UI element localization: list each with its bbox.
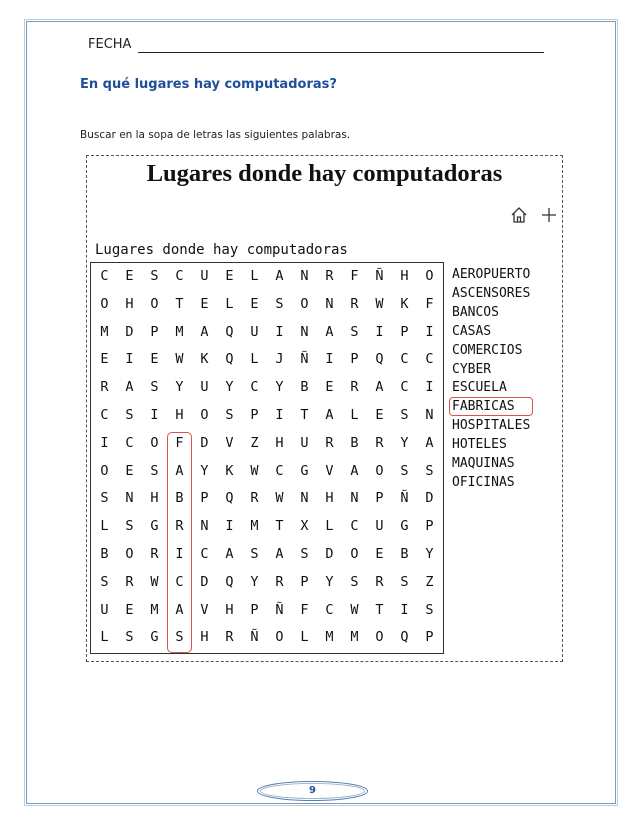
grid-letter[interactable]: H: [400, 268, 409, 284]
grid-letter[interactable]: O: [300, 295, 309, 312]
grid-letter[interactable]: C: [175, 268, 184, 284]
grid-letter[interactable]: I: [400, 601, 409, 618]
grid-letter[interactable]: J: [275, 351, 284, 368]
grid-letter[interactable]: R: [275, 573, 284, 590]
grid-letter[interactable]: R: [225, 629, 234, 646]
grid-letter[interactable]: C: [425, 351, 434, 368]
grid-letter[interactable]: H: [225, 601, 234, 618]
grid-letter[interactable]: P: [425, 518, 434, 535]
grid-letter[interactable]: S: [275, 295, 284, 312]
grid-letter[interactable]: C: [275, 462, 284, 479]
grid-letter[interactable]: Q: [225, 573, 234, 590]
grid-letter[interactable]: O: [375, 462, 384, 479]
grid-letter[interactable]: C: [200, 546, 209, 562]
grid-letter[interactable]: Q: [225, 351, 234, 368]
grid-letter[interactable]: Z: [425, 573, 434, 590]
grid-letter[interactable]: P: [300, 573, 309, 590]
grid-letter[interactable]: L: [350, 407, 359, 423]
grid-letter[interactable]: R: [350, 379, 359, 396]
grid-letter[interactable]: I: [275, 323, 284, 340]
grid-letter[interactable]: W: [275, 490, 284, 507]
grid-letter[interactable]: X: [300, 518, 309, 535]
grid-letter[interactable]: W: [350, 601, 359, 618]
grid-letter[interactable]: C: [400, 379, 409, 396]
page-number-badge: [255, 780, 370, 802]
word-search-panel: [86, 155, 563, 662]
grid-letter[interactable]: A: [225, 546, 234, 562]
grid-letter[interactable]: T: [375, 601, 384, 618]
grid-letter[interactable]: V: [325, 462, 334, 479]
grid-letter[interactable]: N: [300, 268, 309, 284]
grid-letter[interactable]: C: [125, 434, 134, 451]
grid-letter[interactable]: M: [100, 323, 109, 340]
word-list-item: ESCUELA: [452, 380, 507, 396]
grid-letter[interactable]: H: [275, 434, 284, 451]
grid-letter[interactable]: D: [200, 573, 209, 590]
grid-letter[interactable]: L: [250, 268, 259, 284]
grid-letter[interactable]: B: [100, 546, 109, 562]
grid-letter[interactable]: H: [325, 490, 334, 507]
grid-letter[interactable]: C: [400, 351, 409, 368]
grid-letter[interactable]: F: [300, 601, 309, 618]
grid-letter[interactable]: M: [175, 323, 184, 340]
grid-letter[interactable]: S: [350, 323, 359, 340]
grid-letter[interactable]: Y: [250, 573, 259, 590]
letter-grid: [90, 262, 444, 654]
grid-letter[interactable]: Q: [225, 323, 234, 340]
grid-letter[interactable]: E: [225, 268, 234, 284]
word-list-item: AEROPUERTO: [452, 267, 531, 282]
grid-letter[interactable]: S: [250, 546, 259, 562]
grid-letter[interactable]: H: [150, 490, 159, 507]
grid-letter[interactable]: E: [150, 351, 159, 368]
grid-letter[interactable]: R: [125, 573, 134, 590]
grid-letter[interactable]: O: [275, 629, 284, 646]
word-list-item: HOTELES: [452, 437, 507, 453]
grid-letter[interactable]: C: [100, 407, 109, 423]
grid-letter[interactable]: S: [100, 490, 109, 507]
grid-letter[interactable]: G: [400, 518, 409, 535]
grid-letter[interactable]: N: [350, 490, 359, 507]
grid-letter[interactable]: F: [425, 295, 434, 312]
grid-letter[interactable]: C: [350, 518, 359, 535]
grid-letter[interactable]: S: [400, 407, 409, 423]
grid-letter[interactable]: L: [300, 629, 309, 646]
grid-letter[interactable]: O: [425, 268, 434, 284]
grid-letter[interactable]: N: [325, 295, 334, 312]
grid-letter[interactable]: B: [400, 546, 409, 562]
grid-letter[interactable]: R: [325, 434, 334, 451]
grid-letter[interactable]: S: [225, 407, 234, 423]
grid-letter[interactable]: I: [125, 351, 134, 368]
grid-letter[interactable]: K: [200, 351, 209, 368]
grid-letter[interactable]: H: [200, 629, 209, 646]
grid-letter[interactable]: S: [150, 462, 159, 479]
grid-letter[interactable]: Y: [225, 379, 234, 396]
grid-letter[interactable]: Y: [175, 379, 184, 396]
grid-letter[interactable]: Q: [400, 629, 409, 646]
puzzle-toolbar: [510, 206, 558, 224]
grid-letter[interactable]: A: [125, 379, 134, 396]
grid-letter[interactable]: H: [175, 407, 184, 423]
grid-letter[interactable]: P: [350, 351, 359, 368]
grid-letter[interactable]: S: [300, 546, 309, 562]
grid-letter[interactable]: M: [250, 518, 259, 535]
grid-letter[interactable]: R: [375, 573, 384, 590]
grid-letter[interactable]: Ñ: [400, 490, 409, 507]
grid-letter[interactable]: O: [100, 295, 109, 312]
home-icon[interactable]: [510, 206, 528, 224]
grid-letter[interactable]: C: [100, 268, 109, 284]
grid-letter[interactable]: R: [100, 379, 109, 396]
instruction-text: Buscar en la sopa de letras las siguientes palabras.: [80, 129, 351, 141]
grid-letter[interactable]: O: [150, 295, 159, 312]
puzzle-subtitle: Lugares donde hay computadoras: [95, 242, 348, 258]
grid-letter[interactable]: P: [375, 490, 384, 507]
grid-letter[interactable]: I: [175, 546, 184, 562]
grid-letter[interactable]: U: [100, 601, 109, 618]
grid-letter[interactable]: Y: [275, 379, 284, 396]
found-word-highlight: [449, 397, 533, 416]
grid-letter[interactable]: D: [125, 323, 134, 340]
grid-letter[interactable]: E: [125, 601, 134, 618]
plus-icon[interactable]: [540, 206, 558, 224]
grid-letter[interactable]: V: [225, 434, 234, 451]
grid-letter[interactable]: S: [150, 268, 159, 284]
grid-letter[interactable]: O: [350, 546, 359, 562]
grid-letter[interactable]: U: [250, 323, 259, 340]
grid-letter[interactable]: M: [325, 629, 334, 646]
grid-letter[interactable]: D: [425, 490, 434, 507]
grid-letter[interactable]: Ñ: [250, 629, 259, 646]
page-number: 9: [309, 785, 316, 796]
grid-letter[interactable]: T: [275, 518, 284, 535]
grid-letter[interactable]: B: [300, 379, 309, 396]
grid-letter[interactable]: G: [150, 518, 159, 535]
grid-letter[interactable]: E: [100, 351, 109, 368]
word-list-item: OFICINAS: [452, 474, 515, 490]
grid-letter[interactable]: B: [175, 490, 184, 507]
grid-letter[interactable]: A: [175, 462, 184, 479]
word-list-item: MAQUINAS: [452, 456, 515, 471]
grid-letter[interactable]: E: [125, 462, 134, 479]
grid-letter[interactable]: L: [325, 518, 334, 535]
grid-letter[interactable]: K: [400, 295, 409, 312]
word-list-item: ASCENSORES: [452, 285, 531, 301]
grid-letter[interactable]: N: [125, 490, 134, 507]
grid-letter[interactable]: A: [350, 462, 359, 479]
grid-letter[interactable]: U: [200, 268, 209, 284]
grid-letter[interactable]: S: [125, 407, 134, 423]
grid-letter[interactable]: A: [200, 323, 209, 340]
grid-letter[interactable]: S: [400, 573, 409, 590]
grid-letter[interactable]: E: [200, 295, 209, 312]
grid-letter[interactable]: I: [275, 407, 284, 423]
grid-letter[interactable]: I: [375, 323, 384, 340]
grid-letter[interactable]: W: [150, 573, 159, 590]
grid-letter[interactable]: A: [325, 407, 334, 423]
grid-letter[interactable]: O: [150, 434, 159, 451]
grid-letter[interactable]: K: [225, 462, 234, 479]
grid-letter[interactable]: D: [200, 434, 209, 451]
grid-letter[interactable]: F: [350, 268, 359, 284]
grid-letter[interactable]: W: [375, 295, 384, 312]
grid-letter[interactable]: S: [100, 573, 109, 590]
grid-letter[interactable]: Q: [375, 351, 384, 368]
grid-letter[interactable]: N: [300, 323, 309, 340]
grid-letter[interactable]: S: [125, 629, 134, 646]
grid-letter[interactable]: Y: [425, 546, 434, 562]
word-list-item: FABRICAS: [452, 399, 515, 415]
grid-letter[interactable]: R: [350, 295, 359, 312]
word-list-item: CYBER: [452, 361, 492, 377]
grid-letter[interactable]: W: [250, 462, 259, 479]
word-list-item: COMERCIOS: [452, 342, 523, 358]
grid-letter[interactable]: Z: [250, 434, 259, 451]
grid-letter[interactable]: T: [300, 407, 309, 423]
grid-letter[interactable]: O: [375, 629, 384, 646]
grid-letter[interactable]: S: [125, 518, 134, 535]
grid-letter[interactable]: P: [250, 407, 259, 423]
grid-letter[interactable]: I: [425, 379, 434, 396]
grid-letter[interactable]: I: [100, 434, 109, 451]
grid-letter[interactable]: V: [200, 601, 209, 618]
grid-letter[interactable]: P: [400, 323, 409, 340]
grid-letter[interactable]: Y: [400, 434, 409, 451]
grid-letter[interactable]: A: [275, 268, 284, 284]
grid-letter[interactable]: P: [150, 323, 159, 340]
grid-letter[interactable]: Q: [225, 490, 234, 507]
grid-letter[interactable]: I: [150, 407, 159, 423]
grid-letter[interactable]: A: [175, 601, 184, 618]
grid-letter[interactable]: E: [375, 407, 384, 423]
grid-letter[interactable]: P: [425, 629, 434, 646]
grid-letter[interactable]: B: [350, 434, 359, 451]
grid-letter[interactable]: N: [425, 407, 434, 423]
grid-letter[interactable]: T: [175, 295, 184, 312]
grid-letter[interactable]: R: [325, 268, 334, 284]
word-list-item: CASAS: [452, 323, 492, 339]
grid-letter[interactable]: A: [425, 434, 434, 451]
grid-letter[interactable]: S: [175, 629, 184, 646]
grid-letter[interactable]: L: [225, 295, 234, 312]
grid-letter[interactable]: Ñ: [375, 268, 384, 284]
grid-letter[interactable]: C: [325, 601, 334, 618]
grid-letter[interactable]: Ñ: [300, 351, 309, 368]
grid-letter[interactable]: S: [150, 379, 159, 396]
grid-letter[interactable]: O: [100, 462, 109, 479]
grid-letter[interactable]: R: [175, 518, 184, 535]
grid-letter[interactable]: Y: [325, 573, 334, 590]
grid-letter[interactable]: S: [425, 462, 434, 479]
grid-letter[interactable]: L: [250, 351, 259, 368]
grid-letter[interactable]: O: [200, 407, 209, 423]
grid-letter[interactable]: N: [300, 490, 309, 507]
grid-letter[interactable]: H: [125, 295, 134, 312]
grid-letter[interactable]: U: [375, 518, 384, 535]
question-heading: En qué lugares hay computadoras?: [80, 77, 337, 92]
grid-letter[interactable]: G: [150, 629, 159, 646]
grid-letter[interactable]: Ñ: [275, 601, 284, 618]
grid-letter[interactable]: U: [300, 434, 309, 451]
fecha-label: FECHA: [88, 37, 132, 52]
grid-letter[interactable]: S: [425, 601, 434, 618]
grid-letter[interactable]: N: [200, 518, 209, 535]
grid-letter[interactable]: I: [225, 518, 234, 535]
grid-letter[interactable]: M: [350, 629, 359, 646]
grid-letter[interactable]: S: [350, 573, 359, 590]
grid-letter[interactable]: C: [175, 573, 184, 590]
grid-letter[interactable]: S: [400, 462, 409, 479]
grid-letter[interactable]: A: [375, 379, 384, 396]
grid-letter[interactable]: Y: [200, 462, 209, 479]
grid-letter[interactable]: E: [125, 268, 134, 284]
grid-letter[interactable]: R: [375, 434, 384, 451]
word-list-item: HOSPITALES: [452, 418, 531, 434]
grid-letter[interactable]: U: [200, 379, 209, 396]
grid-letter[interactable]: E: [250, 295, 259, 312]
fecha-line: [138, 52, 544, 53]
grid-letter[interactable]: L: [100, 629, 109, 646]
grid-letter[interactable]: A: [325, 323, 334, 340]
grid-letter[interactable]: F: [175, 434, 184, 451]
word-list-item: BANCOS: [452, 304, 499, 320]
grid-letter[interactable]: E: [375, 546, 384, 562]
grid-letter[interactable]: P: [200, 490, 209, 507]
grid-letter[interactable]: A: [275, 546, 284, 562]
grid-letter[interactable]: L: [100, 518, 109, 535]
grid-letter[interactable]: G: [300, 462, 309, 479]
grid-letter[interactable]: E: [325, 379, 334, 396]
grid-letter[interactable]: W: [175, 351, 184, 368]
grid-letter[interactable]: P: [250, 601, 259, 618]
grid-letter[interactable]: I: [325, 351, 334, 368]
grid-letter[interactable]: O: [125, 546, 134, 562]
puzzle-title: Lugares donde hay computadoras: [146, 160, 503, 187]
grid-letter[interactable]: R: [150, 546, 159, 562]
grid-letter[interactable]: R: [250, 490, 259, 507]
grid-letter[interactable]: D: [325, 546, 334, 562]
grid-letter[interactable]: M: [150, 601, 159, 618]
grid-letter[interactable]: I: [425, 323, 434, 340]
grid-letter[interactable]: C: [250, 379, 259, 396]
